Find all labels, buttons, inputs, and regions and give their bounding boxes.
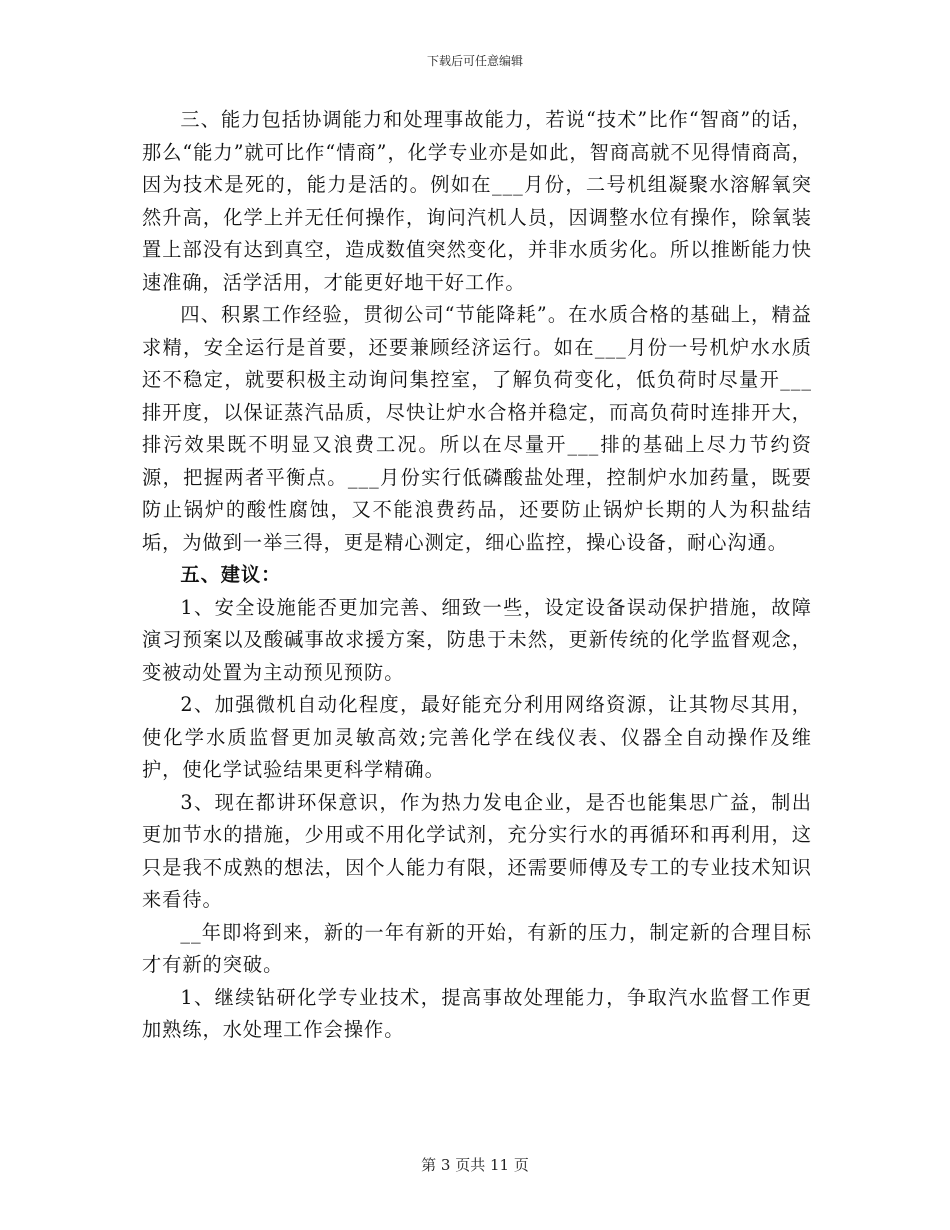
paragraph-experience: 四、积累工作经验，贯彻公司“节能降耗”。在水质合格的基础上，精益求精，安全运行是首要，还要兼顾经济运行。如在___月份一号机炉水水质还不稳定，就要积极主动询问集控室，了解负荷变化，低负荷时尽量开___排开度，以保证蒸汽品质，尽快让炉水合格并稳定，而高负荷时连排开大，排污效果既不明显又浪费工况。所以在尽量开___排的基础上尽力节约资源，把握两者平衡点。___月份实行低磷酸盐处理，控制炉水加药量，既要防止锅炉的酸性腐蚀，又不能浪费药品，还要防止锅炉长期的人为积盐结垢，为做到一举三得，更是精心测定，细心监控，操心设备，耐心沟通。 [142,303,812,554]
paragraph-suggestion-2: 2、加强微机自动化程度，最好能充分利用网络资源，让其物尽其用，使化学水质监督更加灵敏高效;完善化学在线仪表、仪器全自动操作及维护，使化学试验结果更科学精确。 [142,693,812,781]
paragraph-new-year: __年即将到来，新的一年有新的开始，有新的压力，制定新的合理目标才有新的突破。 [142,920,812,976]
page-number: 第 3 页共 11 页 [421,1156,529,1174]
paragraph-plan-1: 1、继续钻研化学专业技术，提高事故处理能力，争取汽水监督工作更加熟练，水处理工作会操作。 [142,985,812,1041]
document-body [142,104,812,1047]
paragraph-ability: 三、能力包括协调能力和处理事故能力，若说“技术”比作“智商”的话，那么“能力”就可比作“情商”，化学专业亦是如此，智商高就不见得情商高，因为技术是死的，能力是活的。例如在___月份，二号机组凝聚水溶解氧突然升高，化学上并无任何操作，询问汽机人员，因调整水位有操作，除氧装置上部没有达到真空，造成数值突然变化，并非水质劣化。所以推断能力快速准确，活学活用，才能更好地干好工作。 [142,108,812,294]
paragraph-suggestion-1: 1、安全设施能否更加完善、细致一些，设定设备误动保护措施，故障演习预案以及酸碱事故求援方案，防患于未然，更新传统的化学监督观念，变被动处置为主动预见预防。 [142,595,812,684]
paragraph-suggestion-3: 3、现在都讲环保意识，作为热力发电企业，是否也能集思广益，制出更加节水的措施，少用或不用化学试剂，充分实行水的再循环和再利用，这只是我不成熟的想法，因个人能力有限，还需要师傅及专工的专业技术知识来看待。 [142,790,812,911]
section-heading-suggestions: 五、建议： [180,563,282,586]
page-header-note: 下载后可任意编辑 [426,54,523,68]
